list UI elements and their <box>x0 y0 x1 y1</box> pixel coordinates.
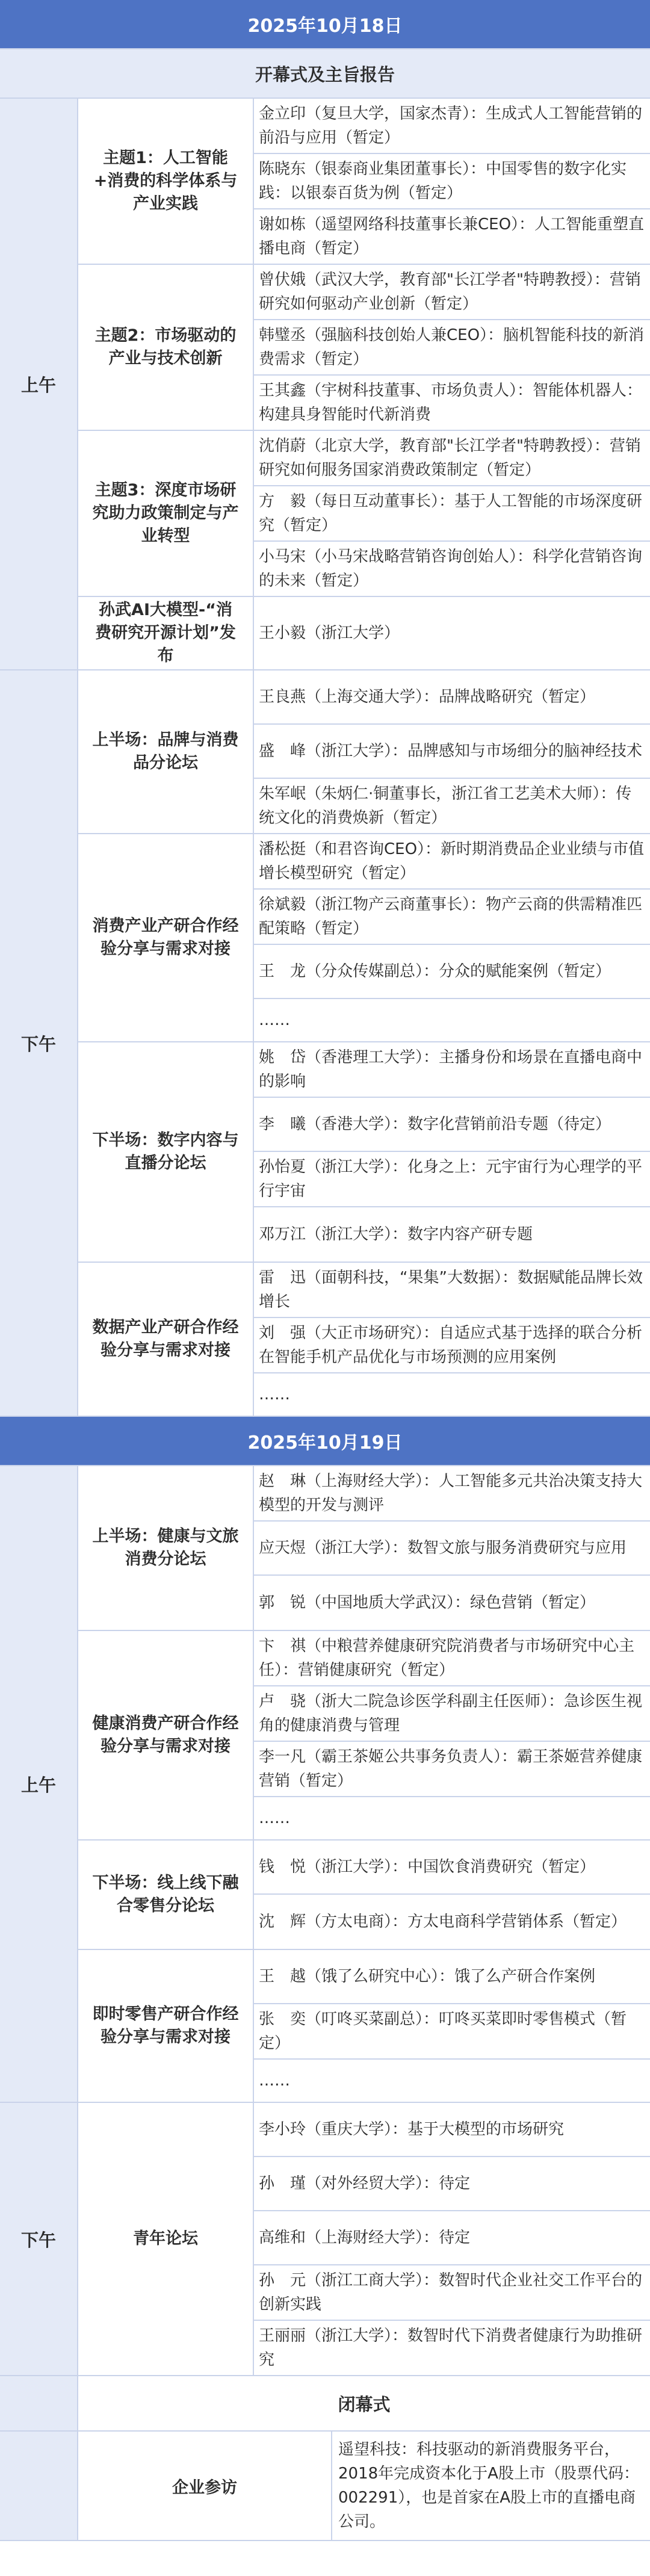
session-group <box>78 1042 650 1263</box>
period-body <box>78 670 650 1416</box>
talk-list <box>254 597 650 669</box>
company-visit-text: 遥望科技：科技驱动的新消费服务平台，2018年完成资本化于A股上市（股票代码：002291），也是首家在A股上市的直播电商公司。 <box>338 2441 639 2531</box>
talk-item: 孙 瑾（对外经贸大学）：待定 <box>254 2157 650 2211</box>
talk-list <box>254 1841 650 1949</box>
talk-item: 小马宋（小马宋战略营销咨询创始人）：科学化营销咨询的未来（暂定） <box>259 548 643 590</box>
talk-item: 曾伏娥（武汉大学，教育部"长江学者"特聘教授）：营销研究如何驱动产业创新（暂定） <box>254 265 650 320</box>
session-group <box>78 2103 650 2375</box>
talk-item: 盛 峰（浙江大学）：品牌感知与市场细分的脑神经技术 <box>254 725 650 779</box>
talk-item: 王 龙（分众传媒副总）：分众的赋能案例（暂定） <box>254 945 650 999</box>
talk-item: 卢 骁（浙大二院急诊医学科副主任医师）：急诊医生视角的健康消费与管理 <box>254 1686 650 1742</box>
session-topic: 健康消费产研合作经验分享与需求对接 <box>78 1631 254 1839</box>
talk-list <box>254 670 650 833</box>
talk-item: 朱军岷（朱炳仁·铜董事长，浙江省工艺美术大师）：传统文化的消费焕新（暂定） <box>259 785 632 827</box>
talk-item: 钱 悦（浙江大学）：中国饮食消费研究（暂定） <box>254 1841 650 1895</box>
session-topic: 数据产业产研合作经验分享与需求对接 <box>78 1263 254 1416</box>
period-body <box>78 99 650 669</box>
talk-item: 应天煜（浙江大学）：数智文旅与服务消费研究与应用 <box>254 1522 650 1576</box>
period-spacer <box>0 2376 78 2430</box>
session-group <box>78 1263 650 1416</box>
company-visit-label: 企业参访 <box>78 2432 332 2540</box>
talk-item: 孙怡夏（浙江大学）：化身之上：元宇宙行为心理学的平行宇宙 <box>254 1152 650 1207</box>
day-header: 2025年10月19日 <box>0 1417 650 1466</box>
talk-item: 高维和（上海财经大学）：待定 <box>254 2211 650 2265</box>
period-spacer <box>0 2432 78 2540</box>
talk-list <box>254 99 650 264</box>
talk-item: 潘松挺（和君咨询CEO）：新时期消费品企业业绩与市值增长模型研究（暂定） <box>254 834 650 890</box>
talk-list <box>254 431 650 596</box>
talk-item: 金立印（复旦大学，国家杰青）：生成式人工智能营销的前沿与应用（暂定） <box>254 99 650 154</box>
talk-list <box>254 265 650 430</box>
session-group <box>78 597 650 669</box>
talk-item: 谢如栋（遥望网络科技董事长兼CEO）：人工智能重塑直播电商（暂定） <box>259 215 645 258</box>
talk-item: 方 毅（每日互动董事长）：基于人工智能的市场深度研究（暂定） <box>254 486 650 542</box>
company-visit-row <box>0 2432 650 2541</box>
talk-item: 卞 祺（中粮营养健康研究院消费者与市场研究中心主任）：营销健康研究（暂定） <box>254 1631 650 1686</box>
session-topic: 下半场：线上线下融合零售分论坛 <box>78 1841 254 1949</box>
period-label: 上午 <box>0 99 78 669</box>
period-body <box>78 2103 650 2375</box>
talk-item: 沈俏蔚（北京大学，教育部"长江学者"特聘教授）：营销研究如何服务国家消费政策制定（暂定） <box>254 431 650 486</box>
talk-list <box>254 1950 650 2102</box>
period-label: 下午 <box>0 2103 78 2375</box>
talk-list <box>254 2103 650 2375</box>
talk-item: 王良燕（上海交通大学）：品牌战略研究（暂定） <box>254 670 650 725</box>
session-group <box>78 99 650 265</box>
talk-item: 姚 岱（香港理工大学）：主播身份和场景在直播电商中的影响 <box>254 1042 650 1098</box>
session-group <box>78 1950 650 2102</box>
session-topic: 消费产业产研合作经验分享与需求对接 <box>78 834 254 1041</box>
session-topic: 青年论坛 <box>78 2103 254 2375</box>
talk-item: 雷 迅（面朝科技，“果集”大数据）：数据赋能品牌长效增长 <box>254 1263 650 1318</box>
talk-item: 邓万江（浙江大学）：数字内容产研专题 <box>259 1225 533 1243</box>
session-topic: 孙武AI大模型-“消费研究开源计划”发布 <box>78 597 254 669</box>
day-header: 2025年10月18日 <box>0 0 650 49</box>
session-topic: 主题1：人工智能+消费的科学体系与产业实践 <box>78 99 254 264</box>
talk-item: 郭 锐（中国地质大学武汉）：绿色营销（暂定） <box>259 1594 596 1612</box>
talk-item: 孙 元（浙江工商大学）：数智时代企业社交工作平台的创新实践 <box>254 2265 650 2321</box>
session-group <box>78 1466 650 1631</box>
session-topic: 主题3：深度市场研究助力政策制定与产业转型 <box>78 431 254 596</box>
talk-item: 李 曦（香港大学）：数字化营销前沿专题（待定） <box>254 1098 650 1152</box>
talk-item: 李一凡（霸王茶姬公共事务负责人）：霸王茶姬营养健康营销（暂定） <box>254 1742 650 1797</box>
talk-item: 徐斌毅（浙江物产云商董事长）：物产云商的供需精准匹配策略（暂定） <box>254 890 650 945</box>
session-topic: 主题2：市场驱动的产业与技术创新 <box>78 265 254 430</box>
session-topic: 即时零售产研合作经验分享与需求对接 <box>78 1950 254 2102</box>
period-row <box>0 670 650 1417</box>
day-block <box>0 1417 650 2541</box>
session-topic: 上半场：品牌与消费品分论坛 <box>78 670 254 833</box>
period-body <box>78 1466 650 2102</box>
talk-item: 赵 琳（上海财经大学）：人工智能多元共治决策支持大模型的开发与测评 <box>254 1466 650 1522</box>
talk-list <box>254 1466 650 1630</box>
talk-item: 王小毅（浙江大学） <box>259 624 400 642</box>
talk-item: 王其鑫（宇树科技董事、市场负责人）：智能体机器人：构建具身智能时代新消费 <box>259 382 643 424</box>
period-row <box>0 99 650 670</box>
session-topic: 上半场：健康与文旅消费分论坛 <box>78 1466 254 1630</box>
talk-item: …… <box>259 1809 290 1827</box>
talk-item: 王丽丽（浙江大学）：数智时代下消费者健康行为助推研究 <box>259 2327 643 2369</box>
talk-list <box>254 1263 650 1416</box>
talk-item: 张 奕（叮咚买菜副总）：叮咚买菜即时零售模式（暂定） <box>254 2004 650 2060</box>
talk-list <box>254 1631 650 1839</box>
talk-item: …… <box>259 2072 290 2090</box>
talk-item: 陈晓东（银泰商业集团董事长）：中国零售的数字化实践：以银泰百货为例（暂定） <box>254 154 650 209</box>
talk-list <box>254 1042 650 1262</box>
talk-item: …… <box>259 1386 290 1404</box>
session-group <box>78 834 650 1042</box>
talk-list <box>254 834 650 1041</box>
talk-item: 沈 辉（方太电商）：方太电商科学营销体系（暂定） <box>259 1913 627 1931</box>
session-group <box>78 670 650 834</box>
talk-item: 王 越（饿了么研究中心）：饿了么产研合作案例 <box>254 1950 650 2004</box>
session-group <box>78 1631 650 1841</box>
closing-ceremony-title: 闭幕式 <box>78 2376 650 2430</box>
closing-row <box>0 2376 650 2432</box>
session-group <box>78 431 650 597</box>
talk-item: 刘 强（大正市场研究）：自适应式基于选择的联合分析在智能手机产品优化与市场预测的应用案例 <box>254 1318 650 1373</box>
period-label: 下午 <box>0 670 78 1416</box>
session-topic: 下半场：数字内容与直播分论坛 <box>78 1042 254 1262</box>
opening-ceremony-title: 开幕式及主旨报告 <box>0 49 650 99</box>
period-row <box>0 2103 650 2376</box>
session-group <box>78 265 650 431</box>
talk-item: …… <box>259 1011 290 1029</box>
talk-item: 韩璧丞（强脑科技创始人兼CEO）：脑机智能科技的新消费需求（暂定） <box>254 320 650 376</box>
talk-item: 李小玲（重庆大学）：基于大模型的市场研究 <box>254 2103 650 2157</box>
session-group <box>78 1841 650 1950</box>
period-label: 上午 <box>0 1466 78 2102</box>
period-row <box>0 1466 650 2103</box>
